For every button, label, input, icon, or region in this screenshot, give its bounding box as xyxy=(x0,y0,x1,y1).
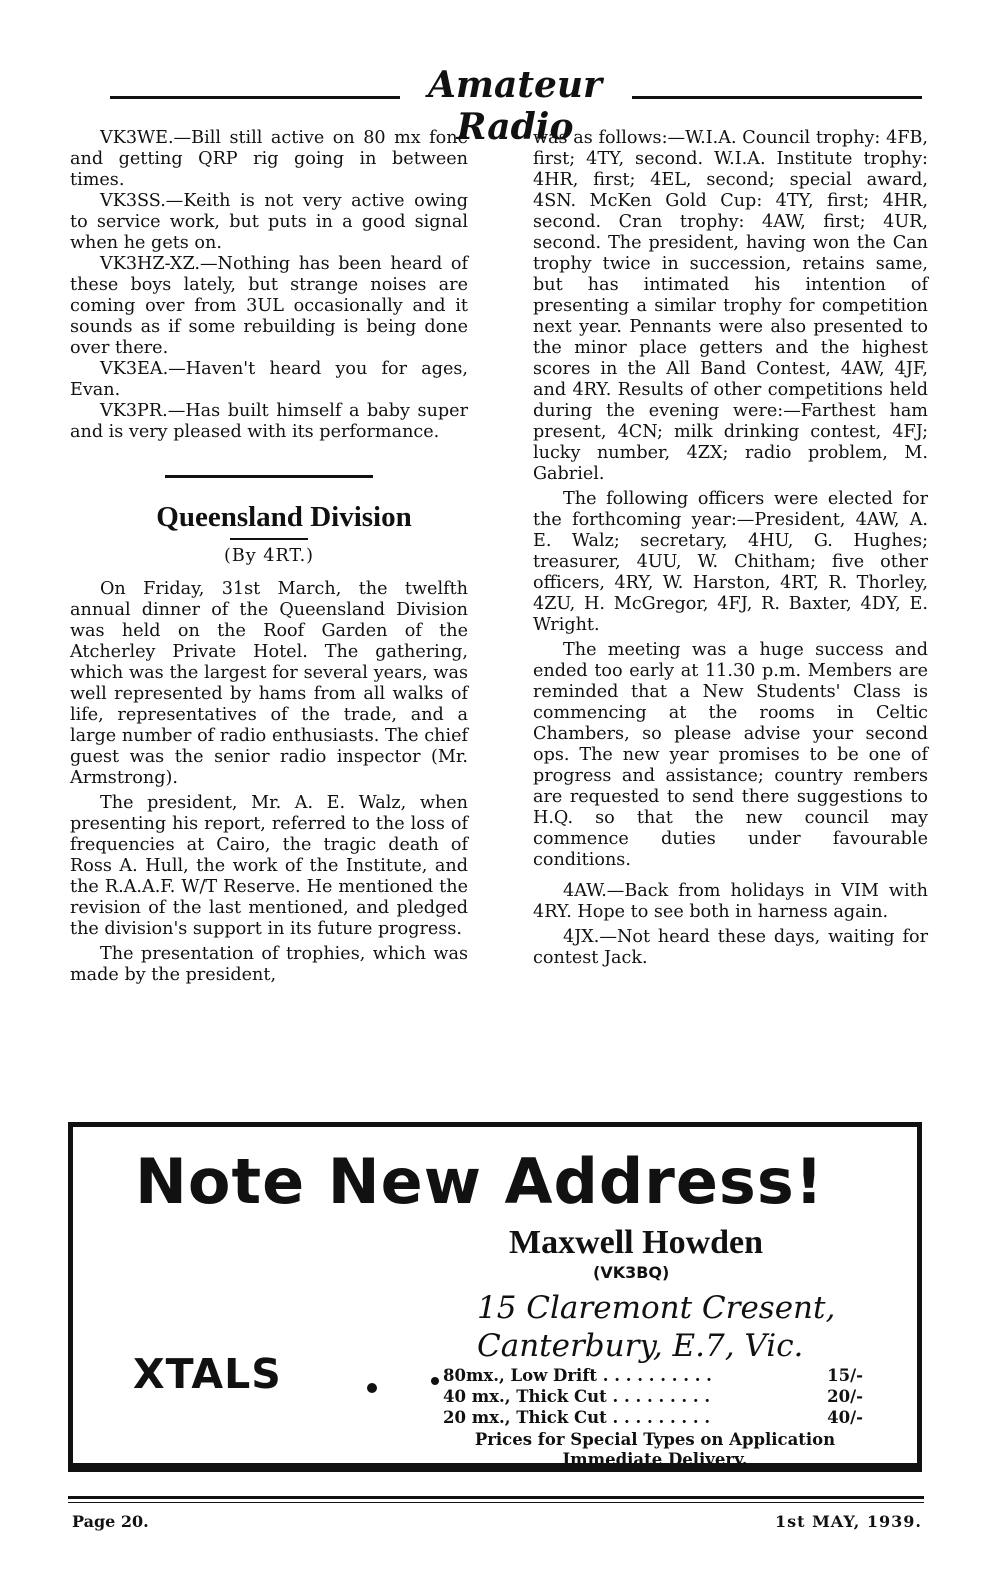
paragraph: VK3HZ-XZ.—Nothing has been heard of these boys lately, but strange noises are coming over from 3UL occasionally and it sounds as if some rebuilding is being done over there. xyxy=(70,254,468,358)
ad-callsign: (VK3BQ) xyxy=(593,1263,670,1282)
ad-delivery-note: Immediate Delivery. xyxy=(562,1450,748,1469)
paragraph: The following officers were elected for the forthcoming year:—President, 4AW, A. E. Walz; secretary, 4HU, G. Hughes; treasurer, 4UU, W. Chitham; five other officers, 4RY, W. Harston, 4RT, R. Thorley, 4ZU, H. McGregor, 4FJ, R. Baxter, 4DY, E. Wright. xyxy=(533,489,928,635)
ad-special-note: Prices for Special Types on Application xyxy=(474,1430,836,1449)
issue-date: 1st MAY, 1939. xyxy=(774,1512,922,1531)
paragraph: 4AW.—Back from holidays in VIM with 4RY. Hope to see both in harness again. xyxy=(533,881,928,922)
paragraph: VK3SS.—Keith is not very active owing to service work, but puts in a good signal when he gets on. xyxy=(70,191,468,253)
paragraph: The president, Mr. A. E. Walz, when presenting his report, referred to the loss of frequencies at Cairo, the tragic death of Ross A. Hull, the work of the Institute, and the R.A.A.F. W/T Reserve. He mentioned the revision of the last mentioned, and pledged the division's support in its future progress. xyxy=(70,793,468,939)
ad-product: XTALS xyxy=(133,1350,282,1398)
section-divider xyxy=(165,475,373,478)
paragraph: VK3WE.—Bill still active on 80 mx fone and getting QRP rig going in between times. xyxy=(70,128,468,190)
title-underline xyxy=(230,538,308,540)
byline: (By 4RT.) xyxy=(223,546,315,566)
paragraph: was as follows:—W.I.A. Council trophy: 4FB, first; 4TY, second. W.I.A. Institute trophy: 4HR, first; 4EL, second; special award, 4SN. McKen Gold Cup: 4TY, first; 4HR, second. Cran trophy: 4AW, first; 4UR, second. The president, having won the Can trophy twice in succession, retains same, but has intimated his intention of presenting a similar trophy for competition next year. Pennants were also presented to the minor place getters and the highest scores in the All Band Contest, 4AW, 4JF, and 4RY. Results of other competitions held during the evening were:—Farthest ham present, 4CN; milk drinking contest, 4FJ; lucky number, 4ZX; radio problem, M. Gabriel. xyxy=(533,128,928,484)
footer-rule xyxy=(68,1496,924,1499)
bullet-icon xyxy=(367,1383,377,1393)
price-label: 40 mx., Thick Cut . . . . . . . . . xyxy=(443,1387,711,1406)
paragraph: The meeting was a huge success and ended too early at 11.30 p.m. Members are reminded that a New Students' Class is commencing at the rooms in Celtic Chambers, so please advise your second ops. The new year promises to be one of progress and assistance; country rembers are requested to send there suggestions to H.Q. so that the new council may commence duties under favourable conditions. xyxy=(533,640,928,870)
price-label: 80mx., Low Drift . . . . . . . . . . xyxy=(443,1366,712,1385)
price-value: 20/- xyxy=(827,1387,863,1406)
price-row xyxy=(443,1407,863,1428)
section-title: Queensland Division xyxy=(156,501,412,533)
paragraph: 4JX.—Not heard these days, waiting for contest Jack. xyxy=(533,927,928,968)
bullet-icon xyxy=(431,1377,439,1385)
ad-address-line1: 15 Claremont Cresent, xyxy=(477,1290,836,1326)
masthead-rule-left xyxy=(110,96,400,99)
masthead-title: Amateur Radio xyxy=(427,64,603,148)
footer-rule-thin xyxy=(68,1502,924,1503)
price-value: 15/- xyxy=(827,1366,863,1385)
price-label: 20 mx., Thick Cut . . . . . . . . . xyxy=(443,1408,711,1427)
page-number: Page 20. xyxy=(72,1512,149,1531)
ad-name: Maxwell Howden xyxy=(509,1224,764,1261)
ad-address-line2: Canterbury, E.7, Vic. xyxy=(477,1328,804,1364)
price-row xyxy=(443,1386,863,1407)
price-value: 40/- xyxy=(827,1408,863,1427)
price-list xyxy=(443,1365,863,1428)
left-column xyxy=(70,128,468,986)
masthead-rule-right xyxy=(632,96,922,99)
price-row xyxy=(443,1365,863,1386)
paragraph: VK3EA.—Haven't heard you for ages, Evan. xyxy=(70,359,468,400)
ad-headline: Note New Address! xyxy=(135,1145,825,1218)
paragraph: The presentation of trophies, which was made by the president, xyxy=(70,944,468,985)
advertisement-box xyxy=(68,1122,922,1472)
paragraph: VK3PR.—Has built himself a baby super and is very pleased with its performance. xyxy=(70,401,468,442)
right-column xyxy=(533,128,928,969)
paragraph: On Friday, 31st March, the twelfth annual dinner of the Queensland Division was held on the Roof Garden of the Atcherley Private Hotel. The gathering, which was the largest for several years, was well represented by hams from all walks of life, representatives of the trade, and a large number of radio enthusiasts. The chief guest was the senior radio inspector (Mr. Armstrong). xyxy=(70,579,468,788)
